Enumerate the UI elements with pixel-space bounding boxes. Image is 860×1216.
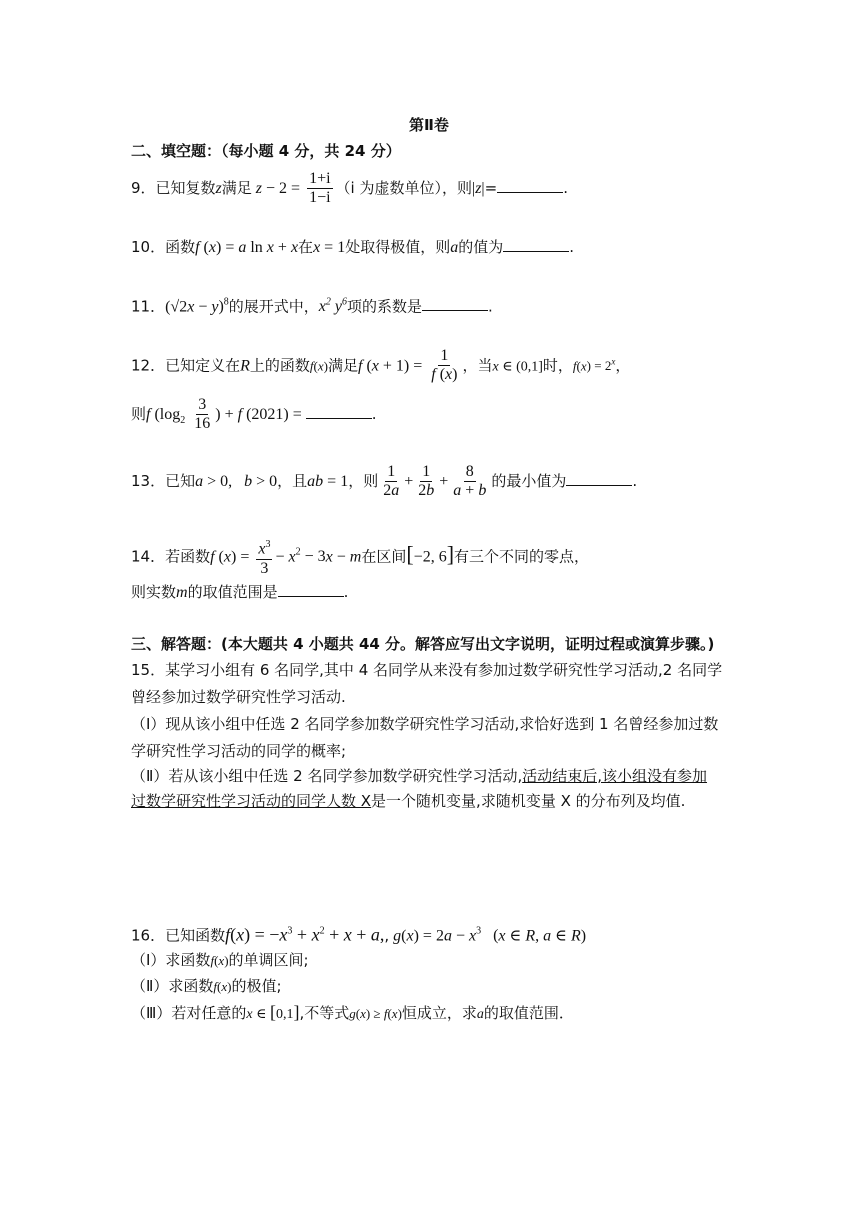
q16-line4c: 恒成立，求 (401, 1004, 477, 1022)
question-13: 13．已知a > 0, b > 0，且ab = 1，则 $\frac{1}{2a}$ + $\frac{1}{2b}$ + $\frac{8}{a + b}$ 的最小值为 . (131, 463, 638, 499)
section-title: 第Ⅱ卷 (409, 116, 449, 134)
q14-end: . (343, 583, 349, 601)
q16-line3b: 的极值; (231, 977, 282, 995)
q12-mid4: 时， (542, 356, 573, 375)
q14-pre: 14．若函数 (131, 547, 211, 566)
q12-mid1: 上的函数 (249, 356, 310, 375)
question-11: 11．$(√2x - y)^8$的展开式中，$x^2$ $y^6$项的系数是 . (131, 297, 493, 316)
q15-line3: （Ⅰ）现从该小组中任选 2 名同学参加数学研究性学习活动,求恰好选到 1 名曾经参加过数 (131, 715, 719, 733)
answer-blank-14[interactable] (278, 582, 344, 597)
q12-end1: ， (615, 356, 631, 375)
part3-heading: 三、解答题：(本大题共 4 小题共 44 分。解答应写出文字说明，证明过程或演算步骤。) (131, 635, 715, 653)
q11-pre: 11． (131, 297, 166, 316)
q10-pre: 10．函数 (131, 238, 196, 256)
q12-fraction: $\frac{1}{f (x)}$ (431, 347, 458, 384)
question-14-line2: 则实数m的取值范围是 . (131, 583, 349, 601)
q9-mid1: 满足 (221, 179, 252, 197)
q15-line6a: 过数学研究性学习活动的同学人数 X (131, 792, 372, 810)
q15-line5b: 活动结束后,该小组没有参加 (522, 767, 708, 785)
q13-mid1: ，且 (277, 472, 308, 490)
answer-blank-13[interactable] (566, 471, 632, 486)
q15-line4: 学研究性学习活动的同学的概率; (131, 742, 347, 760)
q12-mid3: ，当 (462, 356, 493, 375)
q14-mid2: 有三个不同的零点， (454, 547, 590, 566)
q10-end: . (569, 238, 575, 256)
q16-line3a: （Ⅱ）求函数 (131, 977, 214, 995)
q12-log-fraction: $\frac{3}{16}$ (194, 396, 211, 432)
q10-mid3: 的值为 (458, 238, 504, 256)
q13-frac-3: $\frac{8}{a + b}$ (453, 463, 487, 499)
q16-line4d: 的取值范围． (483, 1004, 574, 1022)
q11-mid2: 项的系数是 (347, 297, 423, 316)
q16-line2a: （Ⅰ）求函数 (131, 951, 211, 969)
q12-pre: 12．已知定义在 (131, 356, 241, 375)
q16-line4: （Ⅲ）若对任意的x ∈ [0,1],不等式g(x) ≥ f(x)恒成立，求a的取值范围． (131, 1002, 574, 1022)
q16-line3: （Ⅱ）求函数f(x)的极值; (131, 977, 282, 995)
q16-line4b: ,不等式 (299, 1004, 350, 1022)
q15-line2: 曾经参加过数学研究性学习活动. (131, 688, 346, 706)
q11-mid1: 的展开式中， (228, 297, 319, 316)
q10-mid2: 处取得极值，则 (345, 238, 451, 256)
q9-post: = (484, 179, 498, 197)
q16-line2: （Ⅰ）求函数f(x)的单调区间; (131, 951, 309, 969)
q9-pre: 9．已知复数 (131, 179, 216, 197)
answer-blank-10[interactable] (503, 237, 569, 252)
q9-fraction: $\frac{1+i}{1-i}$ (309, 170, 331, 206)
q14-line2mid: 的取值范围是 (187, 583, 278, 601)
q13-frac-2: $\frac{1}{2b}$ (418, 463, 435, 499)
q12-mid2: 满足 (327, 356, 358, 375)
q12-end2: . (371, 405, 377, 423)
answer-blank-11[interactable] (422, 296, 488, 311)
question-9: 9．已知复数z满足 z − 2 = $\frac{1+i}{1-i}$ （i 为虚数单位），则|z|= . (131, 170, 568, 206)
q12-line2pre: 则 (131, 405, 147, 423)
answer-blank-12[interactable] (306, 404, 372, 419)
q16-sep: , (384, 926, 390, 945)
q14-line2pre: 则实数 (131, 583, 177, 601)
q10-mid1: 在 (298, 238, 314, 256)
q13-mid3: 的最小值为 (491, 472, 567, 490)
answer-blank-9[interactable] (497, 178, 563, 193)
question-12-line2: 则f ($\log_2$ $\frac{3}{16}$ ) + f (2021) = . (131, 396, 377, 432)
q16-line4a: （Ⅲ）若对任意的 (131, 1004, 247, 1022)
q11-end: . (488, 297, 493, 316)
q16-line2b: 的单调区间; (228, 951, 309, 969)
q13-mid2: ，则 (348, 472, 379, 490)
part2-heading: 二、填空题：（每小题 4 分，共 24 分） (131, 142, 401, 160)
q13-frac-1: $\frac{1}{2a}$ (383, 463, 400, 499)
question-14: 14．若函数f (x) = $\frac{x^3}{3}$ − $x^2 - 3x - m$在区间[−2, 6]有三个不同的零点， (131, 533, 589, 578)
question-10: 10．函数f (x) = a ln x + x在x = 1处取得极值，则a的值为 . (131, 238, 575, 256)
q15-line1: 15．某学习小组有 6 名同学,其中 4 名同学从来没有参加过数学研究性学习活动,2 名同学 (131, 661, 723, 679)
q15-line5 (131, 766, 707, 786)
q9-mid2: （i 为虚数单位），则 (335, 179, 472, 197)
q15-line6b: 是一个随机变量,求随机变量 X 的分布列及均值. (371, 792, 686, 810)
q13-pre: 13．已知 (131, 472, 196, 490)
q14-fraction: $\frac{x^3}{3}$ (256, 536, 272, 577)
question-16: 16．已知函数$f(x) = -x^3 + x^2 + x + a$,, $g(x) = 2a - x^3$ (x ∈ R, a ∈ R) (131, 924, 587, 945)
q16-pre: 16．已知函数 (131, 926, 226, 945)
question-12: 12．已知定义在R上的函数f(x)满足f (x + 1) = $\frac{1}{f (x)}$ ，当x ∈ (0,1]时，$f(x) = 2^x$， (131, 347, 631, 384)
q12-R: R (240, 357, 250, 375)
q14-mid1: 在区间 (361, 547, 407, 566)
q9-end: . (563, 179, 568, 197)
q15-line6 (131, 791, 685, 811)
q15-line5a: （Ⅱ）若从该小组中任选 2 名同学参加数学研究性学习活动, (131, 767, 523, 785)
q13-end: . (632, 472, 638, 490)
